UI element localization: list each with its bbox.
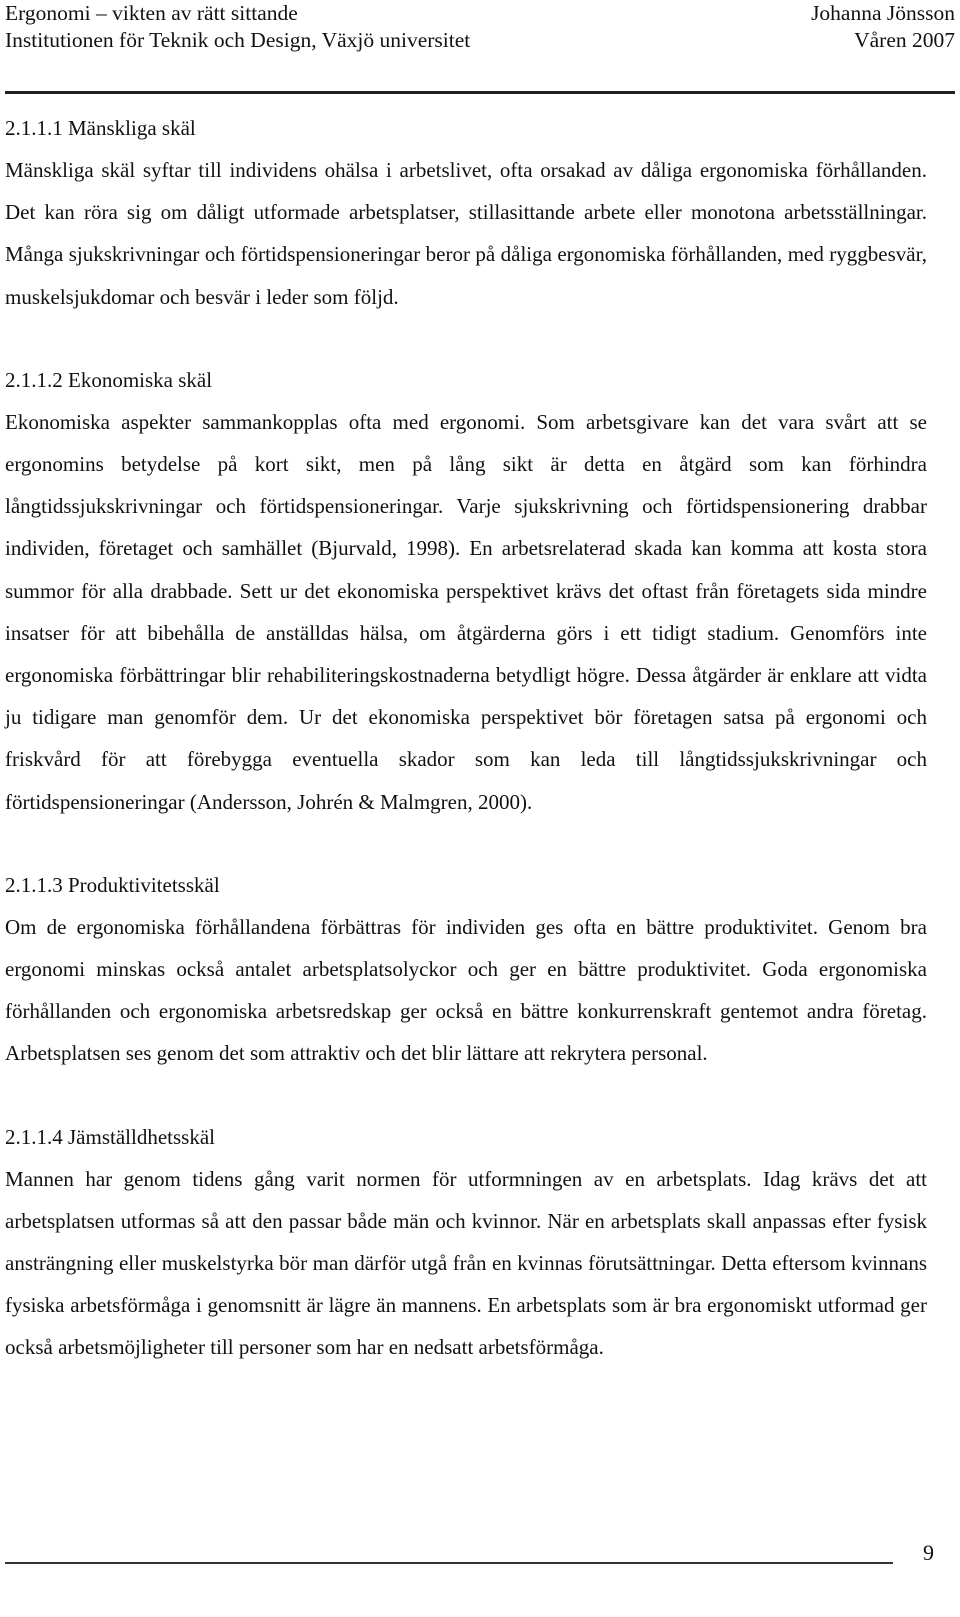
term: Våren 2007 xyxy=(854,28,955,52)
document-title: Ergonomi – vikten av rätt sittande xyxy=(5,1,298,25)
page-content xyxy=(5,107,927,1369)
institution-name: Institutionen för Teknik och Design, Växjö universitet xyxy=(5,28,471,52)
section-jamstalldhetsskal xyxy=(5,1116,927,1369)
section-heading: 2.1.1.4 Jämställdhetsskäl xyxy=(5,1124,215,1149)
author-name: Johanna Jönsson xyxy=(811,1,955,25)
page-header xyxy=(5,0,955,54)
section-paragraph: Mänskliga skäl syftar till individens ohälsa i arbetslivet, ofta orsakad av dåliga ergonomiska förhållanden. Det kan röra sig om dåligt utformade arbetsplatser, stillasittande arbete eller monotona arbetsställningar. Många sjukskrivningar och förtidspensioneringar beror på dåliga ergonomiska förhållanden, med ryggbesvär, muskelsjukdomar och besvär i leder som följd. xyxy=(5,158,927,309)
section-paragraph: Ekonomiska aspekter sammankopplas ofta med ergonomi. Som arbetsgivare kan det vara svårt att se ergonomins betydelse på kort sikt, men på lång sikt är detta en åtgärd som kan förhindra långtidssjukskrivningar och förtidspensioneringar. Varje sjukskrivning och förtidspensionering drabbar individen, företaget och samhället (Bjurvald, 1998). En arbetsrelaterad skada kan komma att kosta stora summor för alla drabbade. Sett ur det ekonomiska perspektivet krävs det oftast från företagets sida mindre insatser för att bibehålla de anställdas hälsa, om åtgärderna görs i ett tidigt stadium. Genomförs inte ergonomiska förbättringar blir rehabiliteringskostnaderna betydligt högre. Dessa åtgärder är enklare att vidta ju tidigare man genomför dem. Ur det ekonomiska perspektivet bör företagen satsa på ergonomi och friskvård för att förebygga eventuella skador som kan leda till långtidssjukskrivningar och förtidspensioneringar (Andersson, Johrén & Malmgren, 2000). xyxy=(5,409,927,814)
footer-divider xyxy=(5,1562,893,1564)
header-row-top xyxy=(5,0,955,27)
section-paragraph: Mannen har genom tidens gång varit normen för utformningen av en arbetsplats. Idag krävs det att arbetsplatsen utformas så att den passar både män och kvinnor. När en arbetsplats skall anpassas efter fysisk ansträngning eller muskelstyrka bör man därför utgå från en kvinnas förutsättningar. Detta eftersom kvinnans fysiska arbetsförmåga i genomsnitt är lägre än mannens. En arbetsplats som är bra ergonomiskt utformad ger också arbetsmöjligheter till personer som har en nedsatt arbetsförmåga. xyxy=(5,1166,927,1360)
section-heading: 2.1.1.2 Ekonomiska skäl xyxy=(5,367,213,392)
section-paragraph: Om de ergonomiska förhållandena förbättras för individen ges ofta en bättre produktivitet. Genom bra ergonomi minskas också antalet arbetsplatsolyckor och ger en bättre produktivitet. Goda ergonomiska förhållanden och ergonomiska arbetsredskap ger också en bättre konkurrenskraft gentemot andra företag. Arbetsplatsen ses genom det som attraktiv och det blir lättare att rekrytera personal. xyxy=(5,914,927,1066)
page-number: 9 xyxy=(923,1540,934,1565)
section-manskliga-skal xyxy=(5,107,927,318)
section-heading: 2.1.1.3 Produktivitetsskäl xyxy=(5,872,220,897)
header-divider xyxy=(5,91,955,94)
section-ekonomiska-skal xyxy=(5,359,927,823)
section-heading: 2.1.1.1 Mänskliga skäl xyxy=(5,116,196,140)
section-produktivitetsskal xyxy=(5,864,927,1075)
header-row-bottom xyxy=(5,27,955,54)
